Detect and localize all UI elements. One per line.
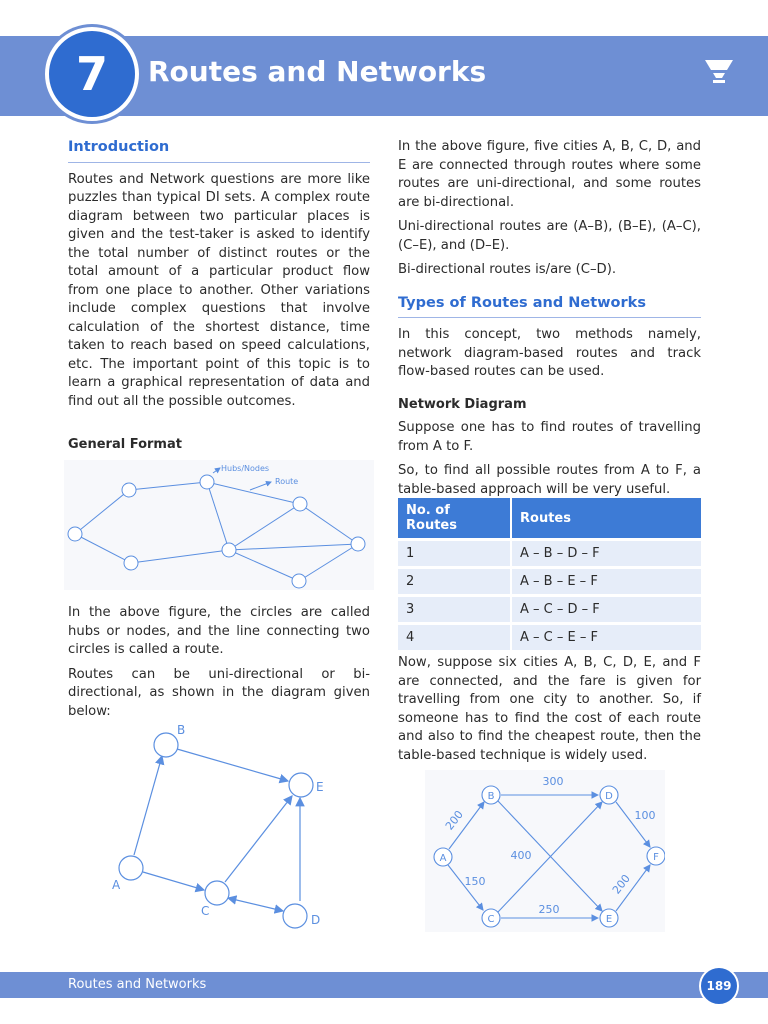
node-a — [119, 856, 143, 880]
footer-title: Routes and Networks — [68, 977, 207, 992]
route-label: Route — [275, 477, 299, 486]
bi-directional-routes: Bi-directional routes is/are (C–D). — [398, 262, 617, 277]
node-b-label: B — [177, 723, 186, 737]
node-a-label: A — [439, 853, 447, 864]
fare-ac: 150 — [464, 875, 486, 888]
fare-cross: 400 — [510, 849, 532, 862]
introduction-paragraph: Routes and Network questions are more like puzzles than typical DI sets. A complex route diagram between two particular places is given and the test-taker is asked to identify the total number of distinct routes or the total amount of a particular product flow from one place to another. Other variations include complex questions that involve calculation of the shortest distance, time taken to reach based on speed calculations, etc. The important point of this topic is to learn a graphical representation of data and find out all the possible outcomes. — [68, 171, 370, 409]
network-diagram-heading: Network Diagram — [398, 396, 527, 412]
node-a-label: A — [112, 878, 121, 892]
node — [200, 475, 214, 489]
table-header-row — [398, 498, 701, 538]
route-number: 1 — [398, 541, 510, 566]
fare-ab: 200 — [442, 808, 466, 833]
table-row — [398, 541, 701, 566]
fare-ef: 200 — [609, 872, 633, 897]
node-e — [289, 773, 313, 797]
fare-ce: 250 — [538, 903, 560, 916]
direction-diagram — [100, 718, 340, 938]
node-c — [205, 881, 229, 905]
general-format-diagram — [64, 460, 374, 590]
fare-df: 100 — [634, 809, 656, 822]
left-column — [68, 138, 370, 417]
route-path: A – B – E – F — [510, 569, 701, 594]
network-paragraph-2: So, to find all possible routes from A to F, a table-based approach will be very useful. — [398, 463, 701, 497]
page-number: 189 — [706, 979, 732, 993]
route-path: A – C – E – F — [510, 625, 701, 650]
chapter-title: Routes and Networks — [148, 55, 487, 88]
types-heading: Types of Routes and Networks — [398, 294, 701, 319]
node-b — [154, 733, 178, 757]
right-column — [398, 138, 701, 505]
network-paragraph-1: Suppose one has to find routes of travelling from A to F. — [398, 420, 701, 454]
chapter-number: 7 — [75, 47, 108, 101]
node — [292, 574, 306, 588]
node-d — [283, 904, 307, 928]
general-format-section — [68, 436, 370, 455]
node — [222, 543, 236, 557]
routes-table — [398, 495, 701, 653]
table-row — [398, 569, 701, 594]
column-header: Routes — [510, 498, 701, 538]
introduction-heading: Introduction — [68, 138, 370, 163]
uni-directional-routes: Uni-directional routes are (A–B), (B–E), (A–C), (C–E), and (D–E). — [398, 219, 701, 253]
node-e-label: E — [316, 780, 324, 794]
nodes-caption: In the above figure, the circles are called hubs or nodes, and the line connecting two circles is called a route. — [68, 605, 370, 657]
fare-bd: 300 — [542, 775, 564, 788]
node-c-label: C — [487, 914, 495, 925]
node-f-label: F — [653, 852, 659, 863]
node-c-label: C — [201, 904, 210, 918]
general-format-heading: General Format — [68, 437, 182, 452]
node-b-label: B — [487, 791, 495, 802]
route-number: 2 — [398, 569, 510, 594]
route-path: A – B – D – F — [510, 541, 701, 566]
chapter-number-badge — [45, 27, 139, 121]
node — [351, 537, 365, 551]
brand-logo-icon — [704, 58, 734, 86]
node — [122, 483, 136, 497]
fare-description — [398, 654, 701, 771]
node — [124, 556, 138, 570]
node — [68, 527, 82, 541]
route-path: A – C – D – F — [510, 597, 701, 622]
node — [293, 497, 307, 511]
route-number: 3 — [398, 597, 510, 622]
route-number: 4 — [398, 625, 510, 650]
figure-description: In the above figure, five cities A, B, C, D, and E are connected through routes where some routes are uni-directional, and some routes are bi-directional. — [398, 139, 701, 210]
node-d-label: D — [605, 791, 613, 802]
fare-network-diagram — [425, 770, 665, 932]
page-number-badge — [699, 966, 739, 1006]
node-d-label: D — [311, 913, 321, 927]
direction-caption: Routes can be uni-directional or bi-directional, as shown in the diagram given below: — [68, 666, 370, 719]
node-e-label: E — [605, 914, 613, 925]
types-paragraph: In this concept, two methods namely, network diagram-based routes and track flow-based routes can be used. — [398, 327, 701, 379]
column-header: No. of Routes — [398, 498, 510, 538]
general-format-captions — [68, 604, 370, 727]
fare-paragraph: Now, suppose six cities A, B, C, D, E, and F are connected, and the fare is given for travelling from one city to another. So, if someone has to find the cost of each route and also to find the cheapest route, then the table-based technique is widely used. — [398, 655, 701, 763]
hubs-label: Hubs/Nodes — [221, 464, 270, 473]
table-row — [398, 625, 701, 650]
table-row — [398, 597, 701, 622]
